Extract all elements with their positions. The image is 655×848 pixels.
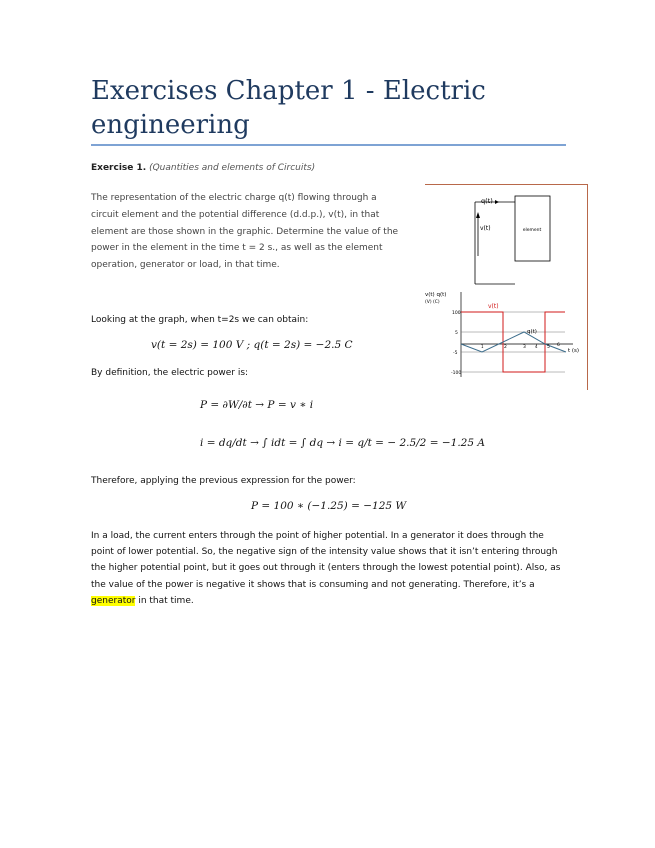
v-curve (461, 312, 565, 372)
conclusion-end: in that time. (135, 595, 194, 606)
q-curve-label: q(t) (527, 329, 537, 335)
solution-line-1: Looking at the graph, when t=2s we can obtain: (91, 315, 309, 325)
x-tick-6: 6 (557, 343, 560, 348)
x-tick-1: 1 (481, 344, 484, 349)
page-title: Exercises Chapter 1 - Electric engineering (91, 76, 486, 140)
equation-power-result: P = 100 ∗ (−1.25) = −125 W (251, 500, 407, 512)
plot-x-label: t (s) (568, 348, 580, 354)
conclusion-text: In a load, the current enters through the point of higher potential. In a generator it does through the point of lower potential. So, the negative sign of the intensity value shows that it isn’t entering through the higher potential point, but it goes out through it (enters through the lowest potential point). Also, as the value of the power is negative it shows that is consuming and not generating. Therefore, it’s a (91, 531, 561, 590)
x-tick-4: 4 (535, 344, 538, 349)
voltage-label: v(t) (480, 225, 491, 232)
equation-current: i = dq/dt → ∫ idt = ∫ dq → i = q/t = − 2.5/2 = −1.25 A (200, 437, 485, 449)
x-tick-2: 2 (504, 345, 507, 350)
highlighted-answer: generator (91, 595, 136, 606)
exercise-label: Exercise 1. (91, 163, 147, 173)
conclusion-paragraph (91, 528, 569, 609)
exercise-subtitle: (Quantities and elements of Circuits) (149, 163, 316, 173)
equation-values-at-2s: v(t = 2s) = 100 V ; q(t = 2s) = −2.5 C (151, 339, 353, 351)
plot-y-label-1: v(t) q(t) (425, 292, 447, 298)
circuit-diagram (475, 196, 550, 284)
y-tick-5: 5 (455, 331, 458, 336)
exercise-statement: The representation of the electric charge q(t) flowing through a circuit element and the potential difference (d.d.p.), v(t), in that element are those shown in the graphic. Determine the value of the power in the element in the time t = 2 s., as well as the element operation, generator or load, in that time. (91, 193, 399, 271)
title-divider (91, 144, 566, 146)
current-label: q(t) (481, 197, 493, 205)
q-curve (461, 332, 566, 352)
x-tick-5: 5 (547, 345, 550, 350)
element-label: element (522, 228, 542, 233)
y-tick-minus5: -5 (453, 351, 458, 356)
exercise-figure (425, 184, 588, 390)
y-tick-100: 100 (452, 311, 461, 316)
equation-power-definition: P = ∂W/∂t → P = v ∗ i (200, 399, 314, 411)
exercise-heading (91, 163, 315, 173)
solution-line-3: Therefore, applying the previous expression for the power: (91, 476, 356, 486)
vq-plot (425, 292, 579, 377)
solution-line-2: By definition, the electric power is: (91, 368, 249, 378)
v-curve-label: v(t) (488, 303, 499, 310)
y-tick-minus100: -100 (451, 371, 462, 376)
x-tick-3: 3 (523, 345, 526, 350)
plot-y-label-2: (V) (C) (425, 300, 440, 305)
